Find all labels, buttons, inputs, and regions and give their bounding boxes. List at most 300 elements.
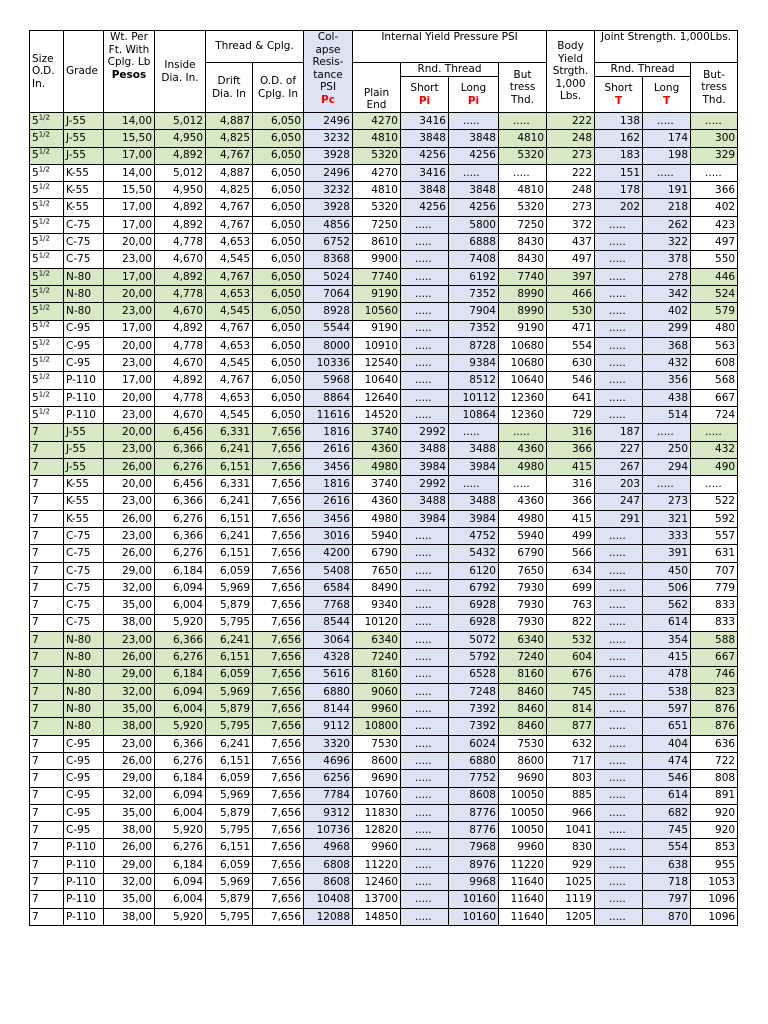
cell-plain: 10760 bbox=[353, 787, 401, 804]
cell-body: 366 bbox=[547, 493, 595, 510]
cell-jbut: 446 bbox=[691, 268, 738, 285]
header-size: Size O.D. In. bbox=[30, 31, 64, 113]
cell-short: ..... bbox=[401, 649, 449, 666]
cell-jshort: ..... bbox=[595, 562, 643, 579]
cell-but: 7930 bbox=[499, 614, 547, 631]
cell-body: 814 bbox=[547, 701, 595, 718]
cell-drift: 4,545 bbox=[206, 355, 253, 372]
cell-jshort: 187 bbox=[595, 424, 643, 441]
cell-inside: 6,276 bbox=[155, 752, 206, 769]
cell-wt: 35,00 bbox=[104, 701, 155, 718]
cell-wt: 23,00 bbox=[104, 407, 155, 424]
cell-size: 7 bbox=[30, 597, 64, 614]
cell-size: 7 bbox=[30, 770, 64, 787]
table-row bbox=[30, 476, 738, 493]
cell-jbut: 608 bbox=[691, 355, 738, 372]
cell-jlong: 870 bbox=[643, 908, 691, 925]
cell-short: ..... bbox=[401, 251, 449, 268]
cell-drift: 5,795 bbox=[206, 614, 253, 631]
cell-jlong: ..... bbox=[643, 113, 691, 130]
cell-jbut: 920 bbox=[691, 822, 738, 839]
cell-grade: C-75 bbox=[64, 251, 104, 268]
cell-size: $5^{1/2}$ bbox=[30, 164, 64, 181]
cell-pc: 8608 bbox=[304, 874, 353, 891]
cell-jlong: 546 bbox=[643, 770, 691, 787]
cell-drift: 4,825 bbox=[206, 182, 253, 199]
cell-long: 6928 bbox=[449, 614, 499, 631]
cell-size: $5^{1/2}$ bbox=[30, 199, 64, 216]
cell-inside: 4,670 bbox=[155, 355, 206, 372]
cell-wt: 23,00 bbox=[104, 493, 155, 510]
cell-grade: C-75 bbox=[64, 545, 104, 562]
cell-body: 830 bbox=[547, 839, 595, 856]
cell-body: 763 bbox=[547, 597, 595, 614]
cell-body: 397 bbox=[547, 268, 595, 285]
cell-short: ..... bbox=[401, 701, 449, 718]
header-joint-long: Long T bbox=[643, 77, 691, 113]
cell-body: 532 bbox=[547, 631, 595, 648]
cell-wt: 20,00 bbox=[104, 337, 155, 354]
cell-jshort: ..... bbox=[595, 285, 643, 302]
cell-drift: 4,767 bbox=[206, 147, 253, 164]
cell-wt: 23,00 bbox=[104, 441, 155, 458]
cell-size: 7 bbox=[30, 822, 64, 839]
table-row bbox=[30, 268, 738, 285]
cell-body: 717 bbox=[547, 752, 595, 769]
cell-jlong: 438 bbox=[643, 389, 691, 406]
cell-inside: 5,920 bbox=[155, 822, 206, 839]
cell-grade: N-80 bbox=[64, 718, 104, 735]
header-iy-long: Long Pi bbox=[449, 77, 499, 113]
cell-short: ..... bbox=[401, 337, 449, 354]
cell-plain: 8160 bbox=[353, 666, 401, 683]
cell-jbut: 891 bbox=[691, 787, 738, 804]
cell-pc: 4696 bbox=[304, 752, 353, 769]
cell-but: ..... bbox=[499, 476, 547, 493]
cell-pc: 6880 bbox=[304, 683, 353, 700]
cell-body: 415 bbox=[547, 458, 595, 475]
cell-short: 3416 bbox=[401, 164, 449, 181]
cell-but: 4980 bbox=[499, 510, 547, 527]
cell-jbut: ..... bbox=[691, 424, 738, 441]
cell-body: 877 bbox=[547, 718, 595, 735]
cell-jbut: 329 bbox=[691, 147, 738, 164]
cell-drift: 4,767 bbox=[206, 199, 253, 216]
cell-size: $5^{1/2}$ bbox=[30, 407, 64, 424]
cell-but: 7740 bbox=[499, 268, 547, 285]
cell-wt: 17,00 bbox=[104, 320, 155, 337]
table-row bbox=[30, 407, 738, 424]
cell-jlong: ..... bbox=[643, 424, 691, 441]
cell-od: 6,050 bbox=[253, 372, 304, 389]
cell-drift: 4,887 bbox=[206, 113, 253, 130]
cell-plain: 12460 bbox=[353, 874, 401, 891]
cell-inside: 6,184 bbox=[155, 562, 206, 579]
table-row bbox=[30, 199, 738, 216]
cell-grade: N-80 bbox=[64, 683, 104, 700]
cell-but: 6340 bbox=[499, 631, 547, 648]
cell-pc: 8144 bbox=[304, 701, 353, 718]
cell-plain: 10560 bbox=[353, 303, 401, 320]
cell-pc: 3928 bbox=[304, 199, 353, 216]
cell-long: 6528 bbox=[449, 666, 499, 683]
header-thread-cplg: Thread & Cplg. bbox=[206, 31, 304, 63]
cell-inside: 6,366 bbox=[155, 493, 206, 510]
cell-pc: 6256 bbox=[304, 770, 353, 787]
table-row bbox=[30, 251, 738, 268]
cell-plain: 4360 bbox=[353, 493, 401, 510]
cell-jlong: 554 bbox=[643, 839, 691, 856]
table-header bbox=[30, 31, 738, 113]
cell-inside: 6,366 bbox=[155, 631, 206, 648]
cell-drift: 6,151 bbox=[206, 839, 253, 856]
cell-long: 7904 bbox=[449, 303, 499, 320]
cell-long: 5792 bbox=[449, 649, 499, 666]
cell-jshort: ..... bbox=[595, 337, 643, 354]
cell-but: 8990 bbox=[499, 303, 547, 320]
cell-long: 7248 bbox=[449, 683, 499, 700]
cell-wt: 26,00 bbox=[104, 510, 155, 527]
table-row bbox=[30, 182, 738, 199]
cell-drift: 5,879 bbox=[206, 804, 253, 821]
cell-body: 699 bbox=[547, 580, 595, 597]
cell-but: 4810 bbox=[499, 182, 547, 199]
cell-jbut: 522 bbox=[691, 493, 738, 510]
cell-jlong: 514 bbox=[643, 407, 691, 424]
header-body-yield: Body Yield Strgth. 1,000 Lbs. bbox=[547, 31, 595, 113]
cell-pc: 2496 bbox=[304, 164, 353, 181]
cell-inside: 4,892 bbox=[155, 216, 206, 233]
cell-plain: 8610 bbox=[353, 234, 401, 251]
cell-plain: 10640 bbox=[353, 372, 401, 389]
cell-od: 6,050 bbox=[253, 268, 304, 285]
header-buttress-iy: But tress Thd. bbox=[499, 63, 547, 113]
cell-wt: 38,00 bbox=[104, 614, 155, 631]
cell-inside: 4,778 bbox=[155, 234, 206, 251]
cell-but: 8990 bbox=[499, 285, 547, 302]
cell-short: ..... bbox=[401, 822, 449, 839]
cell-size: 7 bbox=[30, 752, 64, 769]
cell-body: 273 bbox=[547, 199, 595, 216]
cell-drift: 5,969 bbox=[206, 683, 253, 700]
cell-pc: 5408 bbox=[304, 562, 353, 579]
cell-plain: 9060 bbox=[353, 683, 401, 700]
cell-drift: 4,653 bbox=[206, 389, 253, 406]
cell-plain: 7250 bbox=[353, 216, 401, 233]
cell-pc: 6808 bbox=[304, 856, 353, 873]
cell-inside: 4,950 bbox=[155, 130, 206, 147]
cell-plain: 4270 bbox=[353, 113, 401, 130]
cell-wt: 14,00 bbox=[104, 164, 155, 181]
cell-wt: 32,00 bbox=[104, 874, 155, 891]
table-row bbox=[30, 891, 738, 908]
cell-but: 11640 bbox=[499, 874, 547, 891]
table-row bbox=[30, 822, 738, 839]
cell-but: 4360 bbox=[499, 493, 547, 510]
table-row bbox=[30, 735, 738, 752]
cell-but: 11640 bbox=[499, 908, 547, 925]
cell-long: 3848 bbox=[449, 130, 499, 147]
cell-size: 7 bbox=[30, 510, 64, 527]
cell-body: 566 bbox=[547, 545, 595, 562]
cell-pc: 5544 bbox=[304, 320, 353, 337]
cell-od: 6,050 bbox=[253, 355, 304, 372]
cell-short: ..... bbox=[401, 355, 449, 372]
cell-od: 7,656 bbox=[253, 891, 304, 908]
cell-jshort: 183 bbox=[595, 147, 643, 164]
cell-jbut: 402 bbox=[691, 199, 738, 216]
cell-pc: 5968 bbox=[304, 372, 353, 389]
cell-jshort: 291 bbox=[595, 510, 643, 527]
table-row bbox=[30, 683, 738, 700]
cell-od: 7,656 bbox=[253, 441, 304, 458]
cell-jlong: 321 bbox=[643, 510, 691, 527]
cell-body: 554 bbox=[547, 337, 595, 354]
table-row bbox=[30, 839, 738, 856]
cell-but: 8430 bbox=[499, 251, 547, 268]
cell-long: 4256 bbox=[449, 199, 499, 216]
cell-but: 12360 bbox=[499, 407, 547, 424]
cell-but: 5320 bbox=[499, 199, 547, 216]
header-drift-dia: Drift Dia. In bbox=[206, 63, 253, 113]
cell-body: 676 bbox=[547, 666, 595, 683]
cell-grade: C-95 bbox=[64, 822, 104, 839]
cell-wt: 32,00 bbox=[104, 787, 155, 804]
cell-long: 6120 bbox=[449, 562, 499, 579]
cell-pc: 3064 bbox=[304, 631, 353, 648]
cell-jlong: 278 bbox=[643, 268, 691, 285]
cell-long: 6024 bbox=[449, 735, 499, 752]
cell-short: 2992 bbox=[401, 476, 449, 493]
cell-wt: 17,00 bbox=[104, 216, 155, 233]
cell-pc: 4328 bbox=[304, 649, 353, 666]
cell-size: $5^{1/2}$ bbox=[30, 303, 64, 320]
cell-long: 9968 bbox=[449, 874, 499, 891]
cell-jlong: 562 bbox=[643, 597, 691, 614]
cell-jshort: ..... bbox=[595, 216, 643, 233]
cell-drift: 6,059 bbox=[206, 856, 253, 873]
cell-pc: 9312 bbox=[304, 804, 353, 821]
cell-long: 4256 bbox=[449, 147, 499, 164]
cell-long: 3848 bbox=[449, 182, 499, 199]
cell-long: 6928 bbox=[449, 597, 499, 614]
cell-drift: 6,151 bbox=[206, 545, 253, 562]
cell-inside: 6,366 bbox=[155, 528, 206, 545]
cell-jshort: ..... bbox=[595, 614, 643, 631]
cell-drift: 6,241 bbox=[206, 441, 253, 458]
cell-body: 929 bbox=[547, 856, 595, 873]
cell-grade: C-75 bbox=[64, 614, 104, 631]
cell-jshort: ..... bbox=[595, 683, 643, 700]
cell-body: 885 bbox=[547, 787, 595, 804]
cell-size: 7 bbox=[30, 683, 64, 700]
cell-jbut: 588 bbox=[691, 631, 738, 648]
cell-jbut: 557 bbox=[691, 528, 738, 545]
cell-size: 7 bbox=[30, 874, 64, 891]
cell-long: 5072 bbox=[449, 631, 499, 648]
cell-body: 530 bbox=[547, 303, 595, 320]
cell-size: 7 bbox=[30, 614, 64, 631]
cell-inside: 5,920 bbox=[155, 908, 206, 925]
cell-short: 4256 bbox=[401, 199, 449, 216]
cell-size: $5^{1/2}$ bbox=[30, 234, 64, 251]
cell-wt: 35,00 bbox=[104, 804, 155, 821]
cell-od: 6,050 bbox=[253, 303, 304, 320]
cell-jlong: 299 bbox=[643, 320, 691, 337]
cell-jbut: 579 bbox=[691, 303, 738, 320]
cell-od: 7,656 bbox=[253, 752, 304, 769]
cell-long: 8776 bbox=[449, 822, 499, 839]
cell-long: 6192 bbox=[449, 268, 499, 285]
header-rnd-thread-iy: Rnd. Thread bbox=[401, 63, 499, 77]
cell-jlong: 218 bbox=[643, 199, 691, 216]
cell-jbut: 423 bbox=[691, 216, 738, 233]
cell-but: 8460 bbox=[499, 701, 547, 718]
cell-drift: 4,825 bbox=[206, 130, 253, 147]
cell-grade: K-55 bbox=[64, 510, 104, 527]
cell-wt: 20,00 bbox=[104, 285, 155, 302]
cell-jlong: 597 bbox=[643, 701, 691, 718]
cell-size: 7 bbox=[30, 441, 64, 458]
cell-od: 6,050 bbox=[253, 234, 304, 251]
cell-plain: 6340 bbox=[353, 631, 401, 648]
cell-pc: 1816 bbox=[304, 424, 353, 441]
table-row bbox=[30, 510, 738, 527]
cell-od: 7,656 bbox=[253, 822, 304, 839]
cell-jlong: 404 bbox=[643, 735, 691, 752]
cell-long: 5800 bbox=[449, 216, 499, 233]
cell-but: 8160 bbox=[499, 666, 547, 683]
cell-drift: 4,545 bbox=[206, 303, 253, 320]
cell-long: 8608 bbox=[449, 787, 499, 804]
cell-od: 6,050 bbox=[253, 337, 304, 354]
cell-wt: 29,00 bbox=[104, 562, 155, 579]
table-row bbox=[30, 580, 738, 597]
cell-drift: 4,545 bbox=[206, 251, 253, 268]
cell-jbut: 833 bbox=[691, 614, 738, 631]
cell-short: ..... bbox=[401, 839, 449, 856]
cell-short: ..... bbox=[401, 752, 449, 769]
cell-jlong: 506 bbox=[643, 580, 691, 597]
cell-body: 273 bbox=[547, 147, 595, 164]
cell-drift: 6,331 bbox=[206, 424, 253, 441]
cell-grade: N-80 bbox=[64, 666, 104, 683]
cell-drift: 5,879 bbox=[206, 597, 253, 614]
cell-but: ..... bbox=[499, 424, 547, 441]
cell-long: ..... bbox=[449, 164, 499, 181]
cell-long: 3488 bbox=[449, 441, 499, 458]
cell-body: 630 bbox=[547, 355, 595, 372]
cell-inside: 4,778 bbox=[155, 285, 206, 302]
cell-inside: 4,950 bbox=[155, 182, 206, 199]
cell-jlong: 718 bbox=[643, 874, 691, 891]
cell-grade: C-95 bbox=[64, 752, 104, 769]
cell-jbut: 746 bbox=[691, 666, 738, 683]
cell-pc: 4856 bbox=[304, 216, 353, 233]
cell-long: 3488 bbox=[449, 493, 499, 510]
cell-jlong: 198 bbox=[643, 147, 691, 164]
cell-size: $5^{1/2}$ bbox=[30, 251, 64, 268]
cell-body: 497 bbox=[547, 251, 595, 268]
cell-grade: P-110 bbox=[64, 891, 104, 908]
cell-plain: 10910 bbox=[353, 337, 401, 354]
table-row bbox=[30, 130, 738, 147]
cell-grade: K-55 bbox=[64, 182, 104, 199]
cell-but: 9190 bbox=[499, 320, 547, 337]
cell-inside: 4,892 bbox=[155, 199, 206, 216]
table-row bbox=[30, 649, 738, 666]
cell-od: 6,050 bbox=[253, 199, 304, 216]
cell-jlong: 273 bbox=[643, 493, 691, 510]
cell-short: ..... bbox=[401, 234, 449, 251]
cell-long: 3984 bbox=[449, 510, 499, 527]
cell-but: 7650 bbox=[499, 562, 547, 579]
header-grade: Grade bbox=[64, 31, 104, 113]
cell-pc: 4200 bbox=[304, 545, 353, 562]
cell-jlong: 682 bbox=[643, 804, 691, 821]
cell-od: 6,050 bbox=[253, 130, 304, 147]
cell-but: 8460 bbox=[499, 718, 547, 735]
cell-jlong: ..... bbox=[643, 164, 691, 181]
cell-but: 4810 bbox=[499, 130, 547, 147]
cell-jshort: ..... bbox=[595, 908, 643, 925]
cell-jlong: 614 bbox=[643, 614, 691, 631]
cell-jbut: 955 bbox=[691, 856, 738, 873]
cell-body: 222 bbox=[547, 164, 595, 181]
cell-long: ..... bbox=[449, 476, 499, 493]
cell-size: 7 bbox=[30, 701, 64, 718]
cell-body: 822 bbox=[547, 614, 595, 631]
cell-short: ..... bbox=[401, 285, 449, 302]
cell-pc: 10736 bbox=[304, 822, 353, 839]
table-row bbox=[30, 804, 738, 821]
cell-short: ..... bbox=[401, 891, 449, 908]
cell-wt: 35,00 bbox=[104, 891, 155, 908]
cell-pc: 5616 bbox=[304, 666, 353, 683]
cell-od: 7,656 bbox=[253, 424, 304, 441]
cell-inside: 6,366 bbox=[155, 441, 206, 458]
cell-drift: 4,887 bbox=[206, 164, 253, 181]
cell-wt: 26,00 bbox=[104, 458, 155, 475]
cell-jshort: 247 bbox=[595, 493, 643, 510]
cell-but: 7930 bbox=[499, 597, 547, 614]
cell-drift: 4,653 bbox=[206, 285, 253, 302]
cell-but: 10050 bbox=[499, 787, 547, 804]
cell-body: 248 bbox=[547, 182, 595, 199]
cell-wt: 32,00 bbox=[104, 580, 155, 597]
cell-grade: C-75 bbox=[64, 597, 104, 614]
cell-jshort: ..... bbox=[595, 735, 643, 752]
cell-drift: 6,241 bbox=[206, 631, 253, 648]
cell-jbut: 707 bbox=[691, 562, 738, 579]
header-iy-short: Short Pi bbox=[401, 77, 449, 113]
cell-inside: 4,670 bbox=[155, 251, 206, 268]
cell-grade: C-75 bbox=[64, 580, 104, 597]
cell-inside: 4,670 bbox=[155, 303, 206, 320]
cell-body: 546 bbox=[547, 372, 595, 389]
cell-pc: 3456 bbox=[304, 510, 353, 527]
cell-but: 10050 bbox=[499, 804, 547, 821]
cell-jshort: ..... bbox=[595, 528, 643, 545]
header-rnd-thread-joint: Rnd. Thread bbox=[595, 63, 691, 77]
table-row bbox=[30, 787, 738, 804]
table-row bbox=[30, 303, 738, 320]
cell-inside: 6,004 bbox=[155, 891, 206, 908]
table-row bbox=[30, 458, 738, 475]
cell-size: 7 bbox=[30, 891, 64, 908]
cell-jshort: ..... bbox=[595, 545, 643, 562]
cell-inside: 6,004 bbox=[155, 597, 206, 614]
